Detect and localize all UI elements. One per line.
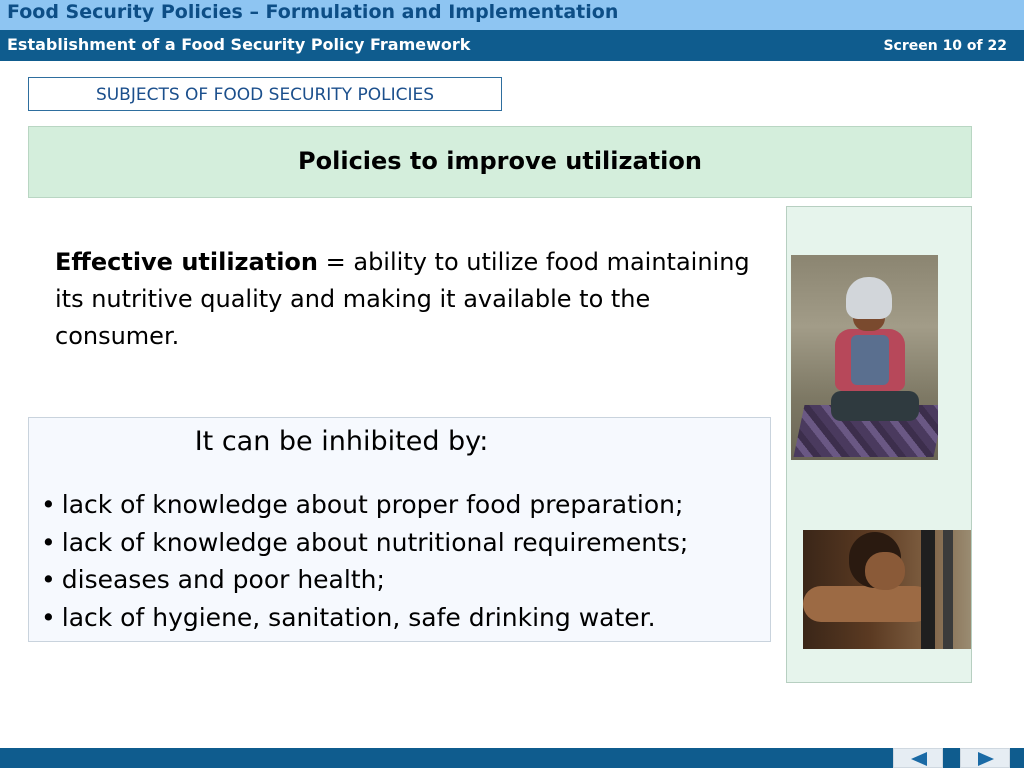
slide-title: Policies to improve utilization xyxy=(298,147,702,175)
photo-child-drinking xyxy=(803,530,971,649)
photo-face xyxy=(865,552,905,590)
list-item xyxy=(41,524,688,562)
photo-legs xyxy=(831,391,919,421)
screen-counter: Screen 10 of 22 xyxy=(883,38,1007,54)
course-title: Food Security Policies – Formulation and Implementation xyxy=(7,1,619,23)
definition-term: Effective utilization xyxy=(55,248,318,276)
photo-vest xyxy=(851,335,889,385)
triangle-left-icon xyxy=(909,752,929,766)
list-item xyxy=(41,561,688,599)
list-item-text: lack of knowledge about nutritional requirements; xyxy=(61,527,689,557)
list-item xyxy=(41,599,688,637)
photo-pole xyxy=(943,530,953,649)
module-header-bar xyxy=(0,30,1024,61)
bullet-icon: • xyxy=(41,527,56,557)
list-item xyxy=(41,486,688,524)
footer-bar xyxy=(0,748,1024,768)
photo-hat xyxy=(846,277,892,319)
list-item-text: lack of knowledge about proper food preparation; xyxy=(61,490,684,519)
inhibitors-heading: It can be inhibited by: xyxy=(194,426,489,457)
course-header-bar xyxy=(0,0,1024,30)
next-screen-button[interactable] xyxy=(960,748,1010,768)
photo-tap-pipe xyxy=(921,530,935,649)
slide-title-box xyxy=(28,126,972,198)
bullet-icon: • xyxy=(41,602,56,632)
photo-arm xyxy=(803,586,933,622)
bullet-icon: • xyxy=(41,565,56,594)
previous-screen-button[interactable] xyxy=(893,748,943,768)
module-title: Establishment of a Food Security Policy Framework xyxy=(7,35,471,54)
inhibitors-list xyxy=(41,486,688,636)
definition-body: = ability to utilize food maintaining its nutritive quality and making it available to the consumer. xyxy=(55,248,750,350)
triangle-right-icon xyxy=(976,752,996,766)
list-item-text: diseases and poor health; xyxy=(61,565,385,594)
definition-text xyxy=(55,244,755,355)
inhibitors-box xyxy=(28,417,771,642)
bullet-icon: • xyxy=(41,490,56,519)
photo-child-eating xyxy=(791,255,938,460)
list-item-text: lack of hygiene, sanitation, safe drinking water. xyxy=(61,602,656,632)
section-label: SUBJECTS OF FOOD SECURITY POLICIES xyxy=(28,77,502,111)
